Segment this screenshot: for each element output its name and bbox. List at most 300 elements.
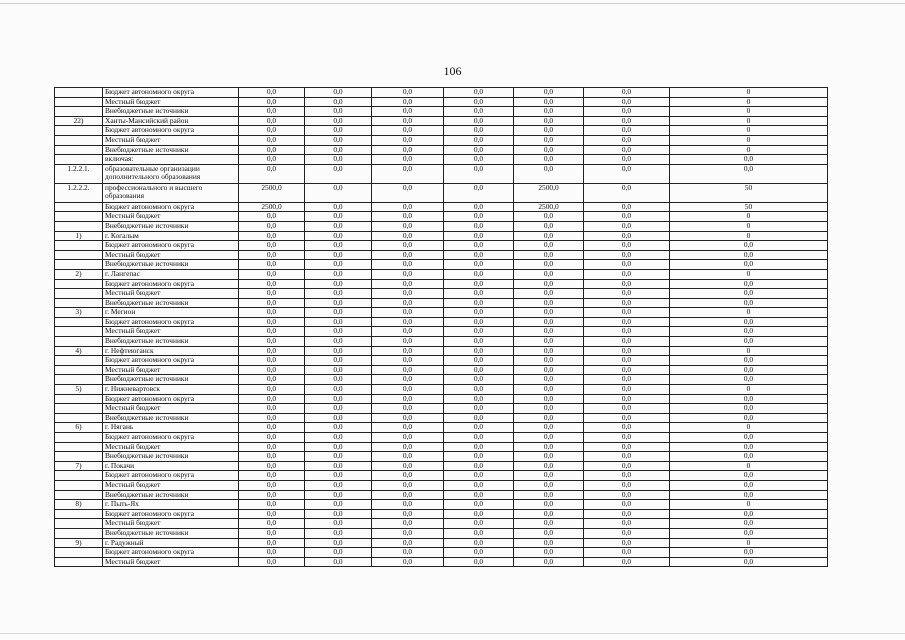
- value-cell: 0,0: [239, 164, 305, 183]
- row-code: [55, 480, 103, 490]
- value-cell: 0,0: [444, 413, 514, 423]
- value-cell: 0,0: [372, 548, 444, 558]
- value-cell: 0,0: [239, 97, 305, 107]
- value-cell: 0,0: [239, 500, 305, 510]
- value-cell: 0,0: [670, 394, 828, 404]
- value-cell: 50: [670, 202, 828, 212]
- value-cell: 0,0: [372, 404, 444, 414]
- value-cell: 0,0: [584, 279, 670, 289]
- value-cell: 0,0: [444, 88, 514, 98]
- value-cell: 0,0: [584, 433, 670, 443]
- value-cell: 0,0: [239, 365, 305, 375]
- row-code: [55, 241, 103, 251]
- table-row: [55, 269, 828, 279]
- value-cell: 0,0: [239, 346, 305, 356]
- row-code: 7): [55, 461, 103, 471]
- value-cell: 0,0: [305, 289, 372, 299]
- value-cell: 0,0: [239, 356, 305, 366]
- value-cell: 0,0: [670, 490, 828, 500]
- value-cell: 0,0: [584, 260, 670, 270]
- value-cell: 0,0: [444, 471, 514, 481]
- row-code: [55, 519, 103, 529]
- row-code: [55, 145, 103, 155]
- table-row: [55, 413, 828, 423]
- value-cell: 0,0: [514, 317, 584, 327]
- value-cell: 0,0: [444, 433, 514, 443]
- value-cell: 0,0: [444, 519, 514, 529]
- row-code: [55, 298, 103, 308]
- value-cell: 0,0: [514, 385, 584, 395]
- value-cell: 0,0: [514, 394, 584, 404]
- value-cell: 0,0: [239, 480, 305, 490]
- value-cell: 0,0: [514, 404, 584, 414]
- row-name: Местный бюджет: [103, 519, 239, 529]
- value-cell: 0,0: [670, 471, 828, 481]
- table-row: [55, 107, 828, 117]
- value-cell: 0,0: [444, 327, 514, 337]
- value-cell: 0: [670, 107, 828, 117]
- value-cell: 0,0: [514, 500, 584, 510]
- value-cell: 0,0: [372, 337, 444, 347]
- row-name: Внебюджетные источники: [103, 375, 239, 385]
- value-cell: 0,0: [584, 423, 670, 433]
- value-cell: 0,0: [239, 107, 305, 117]
- row-code: [55, 337, 103, 347]
- value-cell: 0,0: [670, 164, 828, 183]
- table-row: [55, 298, 828, 308]
- table-row: [55, 356, 828, 366]
- value-cell: 0,0: [444, 480, 514, 490]
- value-cell: 0,0: [444, 202, 514, 212]
- row-code: [55, 279, 103, 289]
- value-cell: 0,0: [372, 471, 444, 481]
- row-name: Внебюджетные источники: [103, 337, 239, 347]
- value-cell: 0,0: [372, 164, 444, 183]
- value-cell: 0: [670, 88, 828, 98]
- value-cell: 0,0: [372, 308, 444, 318]
- value-cell: 0,0: [372, 442, 444, 452]
- value-cell: 0,0: [305, 346, 372, 356]
- value-cell: 0,0: [514, 231, 584, 241]
- value-cell: 0,0: [305, 260, 372, 270]
- value-cell: 0,0: [584, 231, 670, 241]
- table-row: [55, 221, 828, 231]
- value-cell: 0,0: [514, 471, 584, 481]
- value-cell: 0,0: [239, 88, 305, 98]
- row-name: г. Когалым: [103, 231, 239, 241]
- table-row: [55, 164, 828, 183]
- table-row: [55, 231, 828, 241]
- value-cell: 0,0: [444, 183, 514, 202]
- row-code: [55, 394, 103, 404]
- row-name: Внебюджетные источники: [103, 145, 239, 155]
- row-name: Бюджет автономного округа: [103, 88, 239, 98]
- budget-table: [54, 87, 828, 567]
- value-cell: 0,0: [372, 279, 444, 289]
- value-cell: 0,0: [239, 116, 305, 126]
- table-row: [55, 404, 828, 414]
- value-cell: 0,0: [372, 509, 444, 519]
- value-cell: 0,0: [239, 250, 305, 260]
- value-cell: 0,0: [444, 346, 514, 356]
- value-cell: 0,0: [239, 461, 305, 471]
- table-row: [55, 365, 828, 375]
- value-cell: 0,0: [305, 155, 372, 165]
- value-cell: 0,0: [305, 221, 372, 231]
- value-cell: 2500,0: [514, 202, 584, 212]
- value-cell: 0,0: [239, 471, 305, 481]
- scan-edge-bottom: [0, 633, 905, 634]
- value-cell: 0,0: [239, 317, 305, 327]
- value-cell: 0,0: [670, 327, 828, 337]
- row-code: [55, 365, 103, 375]
- table-row: [55, 375, 828, 385]
- value-cell: 0,0: [305, 548, 372, 558]
- table-row: [55, 452, 828, 462]
- table-row: [55, 97, 828, 107]
- value-cell: 0,0: [444, 298, 514, 308]
- value-cell: 0,0: [584, 548, 670, 558]
- value-cell: 0,0: [444, 461, 514, 471]
- value-cell: 0,0: [305, 452, 372, 462]
- value-cell: 0,0: [584, 164, 670, 183]
- row-name: г. Радужный: [103, 538, 239, 548]
- row-name: Бюджет автономного округа: [103, 509, 239, 519]
- row-code: [55, 202, 103, 212]
- row-name: Местный бюджет: [103, 365, 239, 375]
- value-cell: 0,0: [584, 202, 670, 212]
- value-cell: 0,0: [584, 394, 670, 404]
- value-cell: 0,0: [670, 509, 828, 519]
- value-cell: 0,0: [584, 413, 670, 423]
- row-name: Местный бюджет: [103, 212, 239, 222]
- row-code: 2): [55, 269, 103, 279]
- value-cell: 0,0: [239, 404, 305, 414]
- value-cell: 0,0: [239, 260, 305, 270]
- value-cell: 0,0: [670, 548, 828, 558]
- value-cell: 0,0: [305, 250, 372, 260]
- value-cell: 0,0: [670, 155, 828, 165]
- value-cell: 0,0: [670, 433, 828, 443]
- value-cell: 0,0: [444, 279, 514, 289]
- row-code: [55, 88, 103, 98]
- value-cell: 0,0: [584, 500, 670, 510]
- value-cell: 0,0: [305, 183, 372, 202]
- value-cell: 0,0: [305, 528, 372, 538]
- table-row: [55, 490, 828, 500]
- row-name: Бюджет автономного округа: [103, 317, 239, 327]
- value-cell: 0,0: [305, 202, 372, 212]
- value-cell: 0,0: [584, 480, 670, 490]
- value-cell: 0,0: [514, 269, 584, 279]
- value-cell: 0,0: [372, 97, 444, 107]
- value-cell: 0,0: [444, 241, 514, 251]
- value-cell: 0,0: [514, 423, 584, 433]
- value-cell: 0,0: [372, 461, 444, 471]
- value-cell: 0,0: [372, 145, 444, 155]
- table-row: [55, 442, 828, 452]
- row-name: Местный бюджет: [103, 135, 239, 145]
- row-code: 1): [55, 231, 103, 241]
- table-row: [55, 423, 828, 433]
- table-row: [55, 385, 828, 395]
- row-code: [55, 212, 103, 222]
- row-code: [55, 289, 103, 299]
- value-cell: 0,0: [239, 509, 305, 519]
- value-cell: 0,0: [305, 337, 372, 347]
- value-cell: 0,0: [514, 365, 584, 375]
- value-cell: 0,0: [514, 212, 584, 222]
- value-cell: 0,0: [239, 212, 305, 222]
- value-cell: 0,0: [670, 480, 828, 490]
- row-name: Местный бюджет: [103, 557, 239, 567]
- value-cell: 0,0: [372, 423, 444, 433]
- value-cell: 0,0: [305, 97, 372, 107]
- value-cell: 0,0: [584, 557, 670, 567]
- row-name: Местный бюджет: [103, 250, 239, 260]
- value-cell: 0: [670, 212, 828, 222]
- table-row: [55, 145, 828, 155]
- row-code: 4): [55, 346, 103, 356]
- row-name: Местный бюджет: [103, 480, 239, 490]
- value-cell: 50: [670, 183, 828, 202]
- row-code: [55, 442, 103, 452]
- value-cell: 0,0: [305, 88, 372, 98]
- value-cell: 0,0: [584, 241, 670, 251]
- value-cell: 0,0: [239, 145, 305, 155]
- value-cell: 0,0: [305, 557, 372, 567]
- value-cell: 0,0: [444, 97, 514, 107]
- value-cell: 0,0: [372, 241, 444, 251]
- value-cell: 0,0: [584, 317, 670, 327]
- value-cell: 0: [670, 231, 828, 241]
- row-name: г. Нягань: [103, 423, 239, 433]
- row-name: г. Лангепас: [103, 269, 239, 279]
- table-row: [55, 471, 828, 481]
- value-cell: 0,0: [584, 107, 670, 117]
- value-cell: 0,0: [584, 135, 670, 145]
- table-row: [55, 279, 828, 289]
- value-cell: 0,0: [305, 116, 372, 126]
- value-cell: 0,0: [305, 442, 372, 452]
- value-cell: 0,0: [670, 260, 828, 270]
- value-cell: 0,0: [514, 116, 584, 126]
- value-cell: 0,0: [372, 250, 444, 260]
- value-cell: 0,0: [670, 442, 828, 452]
- value-cell: 0,0: [444, 490, 514, 500]
- value-cell: 0,0: [584, 327, 670, 337]
- row-code: [55, 509, 103, 519]
- row-name: Местный бюджет: [103, 289, 239, 299]
- value-cell: 0,0: [305, 480, 372, 490]
- value-cell: 0: [670, 500, 828, 510]
- value-cell: 0,0: [514, 260, 584, 270]
- row-code: [55, 471, 103, 481]
- value-cell: 0: [670, 346, 828, 356]
- value-cell: 0,0: [372, 394, 444, 404]
- value-cell: 0,0: [372, 365, 444, 375]
- value-cell: 0,0: [372, 528, 444, 538]
- value-cell: 0,0: [239, 394, 305, 404]
- value-cell: 0,0: [305, 135, 372, 145]
- value-cell: 0: [670, 145, 828, 155]
- row-name: Внебюджетные источники: [103, 413, 239, 423]
- value-cell: 0: [670, 221, 828, 231]
- value-cell: 0,0: [444, 375, 514, 385]
- value-cell: 0,0: [514, 548, 584, 558]
- row-code: [55, 375, 103, 385]
- row-name: Внебюджетные источники: [103, 260, 239, 270]
- row-name: Внебюджетные источники: [103, 298, 239, 308]
- value-cell: 0,0: [514, 107, 584, 117]
- value-cell: 0,0: [372, 480, 444, 490]
- value-cell: 0,0: [444, 260, 514, 270]
- value-cell: 0,0: [239, 548, 305, 558]
- value-cell: 0,0: [305, 107, 372, 117]
- value-cell: 0,0: [670, 241, 828, 251]
- value-cell: 0,0: [584, 88, 670, 98]
- value-cell: 0,0: [372, 183, 444, 202]
- row-code: [55, 260, 103, 270]
- value-cell: 0,0: [514, 88, 584, 98]
- row-name: Бюджет автономного округа: [103, 471, 239, 481]
- value-cell: 0,0: [444, 289, 514, 299]
- value-cell: 0,0: [239, 126, 305, 136]
- row-name: Бюджет автономного округа: [103, 279, 239, 289]
- table-row: [55, 241, 828, 251]
- value-cell: 0,0: [305, 375, 372, 385]
- row-code: [55, 221, 103, 231]
- value-cell: 0: [670, 116, 828, 126]
- value-cell: 0,0: [670, 365, 828, 375]
- value-cell: 0,0: [670, 452, 828, 462]
- value-cell: 0,0: [372, 356, 444, 366]
- value-cell: 0: [670, 538, 828, 548]
- value-cell: 0: [670, 308, 828, 318]
- value-cell: 0,0: [584, 308, 670, 318]
- table-row: [55, 308, 828, 318]
- row-code: [55, 250, 103, 260]
- value-cell: 0,0: [444, 107, 514, 117]
- value-cell: 0,0: [372, 135, 444, 145]
- table-row: [55, 289, 828, 299]
- value-cell: 0,0: [239, 433, 305, 443]
- value-cell: 0,0: [584, 250, 670, 260]
- row-name: Внебюджетные источники: [103, 452, 239, 462]
- row-code: 3): [55, 308, 103, 318]
- row-name: Бюджет автономного округа: [103, 433, 239, 443]
- row-code: [55, 490, 103, 500]
- value-cell: 0,0: [305, 433, 372, 443]
- value-cell: 0,0: [514, 528, 584, 538]
- value-cell: 0,0: [444, 221, 514, 231]
- value-cell: 0,0: [305, 471, 372, 481]
- value-cell: 0,0: [239, 135, 305, 145]
- value-cell: 0,0: [584, 442, 670, 452]
- value-cell: 0,0: [239, 279, 305, 289]
- value-cell: 0,0: [305, 394, 372, 404]
- value-cell: 0,0: [372, 413, 444, 423]
- value-cell: 0,0: [514, 337, 584, 347]
- row-name: г. Покачи: [103, 461, 239, 471]
- value-cell: 0,0: [514, 461, 584, 471]
- value-cell: 0,0: [514, 509, 584, 519]
- value-cell: 0,0: [444, 557, 514, 567]
- row-code: [55, 413, 103, 423]
- value-cell: 0,0: [444, 212, 514, 222]
- value-cell: 0,0: [444, 250, 514, 260]
- value-cell: 0,0: [372, 538, 444, 548]
- value-cell: 0,0: [444, 500, 514, 510]
- row-name: Местный бюджет: [103, 327, 239, 337]
- value-cell: 0,0: [372, 490, 444, 500]
- value-cell: 0,0: [670, 298, 828, 308]
- row-name: Местный бюджет: [103, 97, 239, 107]
- table-row: [55, 519, 828, 529]
- value-cell: 0,0: [444, 145, 514, 155]
- value-cell: 0,0: [239, 221, 305, 231]
- value-cell: 0,0: [584, 519, 670, 529]
- row-name: Местный бюджет: [103, 404, 239, 414]
- value-cell: 0,0: [670, 557, 828, 567]
- value-cell: 0,0: [372, 298, 444, 308]
- table-row: [55, 557, 828, 567]
- table-row: [55, 260, 828, 270]
- row-name: Бюджет автономного округа: [103, 202, 239, 212]
- value-cell: 0,0: [372, 269, 444, 279]
- value-cell: 0,0: [670, 337, 828, 347]
- value-cell: 0,0: [372, 202, 444, 212]
- value-cell: 0,0: [444, 164, 514, 183]
- value-cell: 0,0: [584, 183, 670, 202]
- value-cell: 0,0: [584, 461, 670, 471]
- table-row: [55, 480, 828, 490]
- value-cell: 2500,0: [239, 183, 305, 202]
- value-cell: 0: [670, 423, 828, 433]
- value-cell: 0,0: [584, 538, 670, 548]
- scan-edge-top: [0, 3, 905, 4]
- value-cell: 0,0: [372, 126, 444, 136]
- table-row: [55, 337, 828, 347]
- value-cell: 0,0: [372, 221, 444, 231]
- row-code: [55, 452, 103, 462]
- value-cell: 0,0: [514, 538, 584, 548]
- value-cell: 0,0: [514, 241, 584, 251]
- value-cell: 2500,0: [514, 183, 584, 202]
- value-cell: 0: [670, 269, 828, 279]
- value-cell: 0,0: [305, 365, 372, 375]
- value-cell: 0,0: [584, 298, 670, 308]
- value-cell: 0,0: [444, 394, 514, 404]
- value-cell: 0,0: [444, 231, 514, 241]
- value-cell: 0,0: [305, 509, 372, 519]
- value-cell: 0,0: [372, 231, 444, 241]
- row-code: [55, 433, 103, 443]
- row-name: г. Мегион: [103, 308, 239, 318]
- value-cell: 0,0: [514, 327, 584, 337]
- value-cell: 0,0: [444, 317, 514, 327]
- value-cell: 0,0: [514, 356, 584, 366]
- row-code: 1.2.2.2.: [55, 183, 103, 202]
- table-row: [55, 88, 828, 98]
- value-cell: 0,0: [514, 298, 584, 308]
- row-name: г. Нефтеюганск: [103, 346, 239, 356]
- value-cell: 0,0: [514, 164, 584, 183]
- table-row: [55, 528, 828, 538]
- value-cell: 0: [670, 126, 828, 136]
- value-cell: 0,0: [305, 231, 372, 241]
- table-row: [55, 461, 828, 471]
